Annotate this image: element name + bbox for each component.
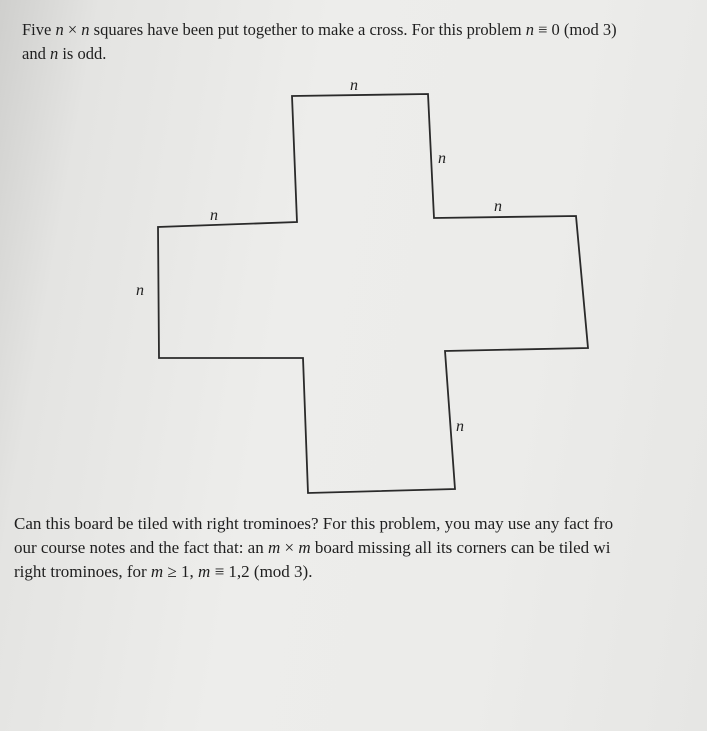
problem-statement-line-2: and n is odd.	[22, 44, 107, 63]
math-variable: m	[150, 562, 164, 581]
math-variable: m	[198, 562, 211, 581]
math-variable: n	[81, 20, 90, 39]
problem-statement-line-1: Five n × n squares have been put together to make a cross. For this problem n ≡ 0 (mod 3)	[22, 20, 617, 39]
math-variable: n	[55, 20, 64, 39]
side-label-bottom: n	[456, 418, 464, 435]
question-line-3: right trominoes, for m ≥ 1, m ≡ 1,2 (mod 3).	[14, 562, 313, 581]
math-variable: n	[49, 44, 59, 63]
side-label-upper-right: n	[438, 150, 446, 167]
side-label-left: n	[136, 282, 144, 299]
cross-outline	[158, 94, 588, 493]
math-variable: m	[298, 538, 311, 557]
question-line-1: Can this board be tiled with right trominoes? For this problem, you may use any fact fro	[14, 514, 614, 533]
question-line-2: our course notes and the fact that: an m × m board missing all its corners can be tiled wi	[14, 538, 611, 557]
side-label-right-arm: n	[494, 198, 502, 215]
question-text	[14, 512, 707, 584]
math-variable: m	[267, 538, 281, 557]
side-label-upper-left: n	[210, 207, 218, 224]
math-variable: n	[525, 20, 534, 39]
side-label-top: n	[350, 77, 358, 94]
